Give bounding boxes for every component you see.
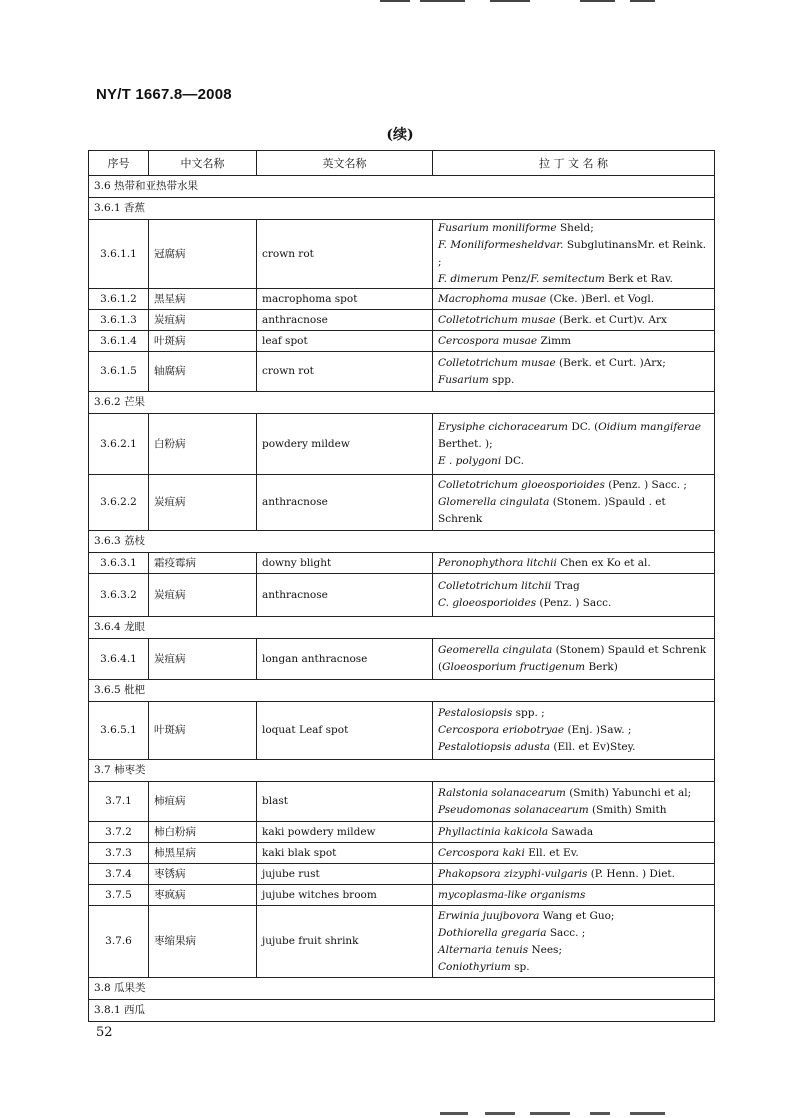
section-row [89,978,715,1000]
latin-name-line [438,312,709,329]
disease-table [88,150,715,1022]
species-name: Macrophoma musae [438,292,547,305]
species-name: Glomerella cingulata [438,496,550,508]
chinese-name: 轴腐病 [149,352,257,392]
latin-name-line [438,866,709,883]
authority-text: DC. [501,454,524,467]
english-name: macrophoma spot [257,289,433,310]
authority-text: (Berk. et Curt)v. Arx [555,313,667,326]
row-id: 3.7.3 [89,843,149,864]
column-header-id: 序号 [89,151,149,176]
species-name: Erysiphe cichoracearum [438,420,568,433]
latin-name [433,906,715,978]
authority-text: Ell. et Ev. [524,846,579,859]
authority-text: (Enj. )Saw. ; [564,724,632,736]
latin-name [433,639,715,680]
section-row [89,198,715,220]
species-name: Oidium mangiferae [598,420,701,433]
species-name: Fusarium [438,373,489,386]
latin-name-line [438,802,709,819]
column-header-chinese-name: 中文名称 [149,151,257,176]
latin-name [433,702,715,760]
row-id: 3.6.1.5 [89,352,149,392]
authority-text: spp. ; [512,707,545,719]
latin-name-line [438,453,709,470]
table-body [89,176,715,1022]
authority-text: ( [438,661,443,673]
latin-name-line [438,333,709,350]
chinese-name: 黑星病 [149,289,257,310]
row-id: 3.6.1.2 [89,289,149,310]
latin-name-line [438,477,709,494]
authority-text: Sawada [548,825,594,838]
scan-artifact-top [380,0,680,4]
latin-name-line [438,595,709,612]
table-row [89,702,715,760]
row-id: 3.7.4 [89,864,149,885]
species-name: Gloeosporium fructigenum [442,661,586,673]
section-row [89,680,715,702]
chinese-name: 柿白粉病 [149,822,257,843]
latin-name-line [438,436,709,453]
species-name: Cercospora kaki [438,846,525,859]
section-row [89,760,715,782]
latin-name [433,885,715,906]
section-row [89,1000,715,1022]
latin-name [433,822,715,843]
authority-text: (Berk. et Curt. )Arx; [555,356,666,369]
latin-name [433,352,715,392]
english-name: jujube rust [257,864,433,885]
section-heading: 3.6.5 枇杷 [89,680,715,702]
authority-text: Penz/ [498,273,531,285]
latin-name-line [438,739,709,756]
table-row [89,414,715,475]
latin-name-line [438,372,709,389]
latin-name [433,475,715,531]
latin-name-line [438,887,709,904]
table-row [89,289,715,310]
authority-text: (Cke. )Berl. et Vogl. [546,292,655,305]
latin-name [433,331,715,352]
section-heading: 3.8.1 西瓜 [89,1000,715,1022]
latin-name-line [438,642,709,659]
latin-name-line [438,785,709,802]
species-name: Phyllactinia kakicola [438,825,549,838]
authority-text: Sacc. ; [546,926,586,939]
table-header-row [89,151,715,176]
species-name: F. semitectum [530,273,605,285]
table-row [89,310,715,331]
latin-name-line [438,722,709,739]
species-name: Pestalotiopsis adusta [438,741,551,753]
latin-name [433,574,715,617]
chinese-name: 冠腐病 [149,220,257,289]
authority-text: Chen ex Ko et al. [556,556,651,569]
species-name: Ralstonia solanacearum [438,786,566,799]
species-name: Erwinia juujbovora [438,909,540,922]
table-row [89,782,715,822]
table-row [89,352,715,392]
latin-name [433,220,715,289]
latin-name [433,289,715,310]
row-id: 3.6.4.1 [89,639,149,680]
table-row [89,885,715,906]
english-name: longan anthracnose [257,639,433,680]
table-row [89,843,715,864]
latin-name [433,864,715,885]
chinese-name: 白粉病 [149,414,257,475]
authority-text: Wang et Guo; [539,909,615,922]
english-name: anthracnose [257,475,433,531]
latin-name [433,310,715,331]
latin-name-line [438,959,709,976]
authority-text: Berthet. ); [438,437,493,450]
chinese-name: 枣缩果病 [149,906,257,978]
section-row [89,176,715,198]
authority-text: (Smith) Yabunchi et al; [565,786,692,799]
english-name: jujube witches broom [257,885,433,906]
table-row [89,331,715,352]
species-name: Colletotrichum gloeosporioides [438,479,605,491]
latin-name [433,553,715,574]
row-id: 3.6.3.1 [89,553,149,574]
english-name: anthracnose [257,310,433,331]
english-name: crown rot [257,352,433,392]
species-name: Cercospora musae [438,334,538,347]
table-row [89,220,715,289]
authority-text: (Stonem) Spauld et Schrenk [552,644,707,656]
authority-text: Trag [551,580,580,592]
row-id: 3.7.2 [89,822,149,843]
authority-text: Nees; [528,943,562,956]
section-heading: 3.7 柿枣类 [89,760,715,782]
section-heading: 3.6.3 荔枝 [89,531,715,553]
chinese-name: 炭疽病 [149,639,257,680]
species-name: Colletotrichum musae [438,356,556,369]
species-name: C. gloeosporioides [438,597,537,609]
chinese-name: 柿黑星病 [149,843,257,864]
table-row [89,475,715,531]
species-name: Colletotrichum litchii [438,580,552,592]
english-name: crown rot [257,220,433,289]
authority-text: (Penz. ) Sacc. [536,597,612,609]
row-id: 3.6.1.4 [89,331,149,352]
species-name: F. dimerum [438,273,499,285]
row-id: 3.6.5.1 [89,702,149,760]
section-heading: 3.6.4 龙眼 [89,617,715,639]
latin-name-line [438,494,709,528]
species-name: Cercospora eriobotryae [438,724,565,736]
english-name: blast [257,782,433,822]
table-row [89,639,715,680]
english-name: leaf spot [257,331,433,352]
latin-name-line [438,419,709,436]
latin-name [433,782,715,822]
english-name: downy blight [257,553,433,574]
authority-text: (Smith) Smith [588,803,667,816]
authority-text: Zimm [537,334,572,347]
species-name: Colletotrichum musae [438,313,556,326]
row-id: 3.6.2.1 [89,414,149,475]
chinese-name: 炭疽病 [149,310,257,331]
species-name: mycoplasma-like organisms [438,888,586,901]
chinese-name: 枣锈病 [149,864,257,885]
english-name: jujube fruit shrink [257,906,433,978]
row-id: 3.6.2.2 [89,475,149,531]
table-caption: (续) [386,127,414,143]
section-heading: 3.8 瓜果类 [89,978,715,1000]
column-header-english-name: 英文名称 [257,151,433,176]
chinese-name: 柿疽病 [149,782,257,822]
table-row [89,553,715,574]
chinese-name: 霜疫霉病 [149,553,257,574]
latin-name-line [438,705,709,722]
species-name: Pseudomonas solanacearum [438,803,589,816]
species-name: Phakopsora zizyphi-vulgaris [438,867,588,880]
authority-text: (Stonem. )Spauld . et Schrenk [438,496,666,525]
table-row [89,906,715,978]
latin-name-line [438,942,709,959]
authority-text: Berk et Rav. [604,273,674,285]
latin-name-line [438,824,709,841]
latin-name-line [438,237,709,271]
authority-text: (P. Henn. ) Diet. [587,867,675,880]
latin-name-line [438,908,709,925]
english-name: powdery mildew [257,414,433,475]
section-row [89,531,715,553]
latin-name [433,414,715,475]
latin-name-line [438,578,709,595]
page-number: 52 [96,1025,113,1040]
table-row [89,864,715,885]
latin-name-line [438,555,709,572]
authority-text: (Penz. ) Sacc. ; [604,479,687,491]
species-name: Pestalosiopsis [438,707,513,719]
latin-name-line [438,355,709,372]
english-name: kaki blak spot [257,843,433,864]
row-id: 3.6.3.2 [89,574,149,617]
species-name: F. Moniliformesheldvar. [438,239,564,251]
authority-text: (Ell. et Ev)Stey. [550,741,636,753]
section-heading: 3.6.2 芒果 [89,392,715,414]
chinese-name: 叶斑病 [149,702,257,760]
species-name: Dothiorella gregaria [438,926,547,939]
latin-name-line [438,925,709,942]
chinese-name: 枣疯病 [149,885,257,906]
chinese-name: 叶斑病 [149,331,257,352]
authority-text: spp. [488,373,515,386]
latin-name [433,843,715,864]
section-row [89,617,715,639]
row-id: 3.7.5 [89,885,149,906]
row-id: 3.6.1.1 [89,220,149,289]
authority-text: Sheld; [556,222,594,234]
scan-artifact-bottom [440,1112,740,1116]
row-id: 3.6.1.3 [89,310,149,331]
species-name: Coniothyrium [438,960,511,973]
section-row [89,392,715,414]
species-name: E . polygoni [438,454,502,467]
latin-name-line [438,220,709,237]
row-id: 3.7.1 [89,782,149,822]
authority-text: DC. ( [567,420,599,433]
section-heading: 3.6.1 香蕉 [89,198,715,220]
authority-text: SubglutinansMr. et Reink. ; [438,239,707,268]
latin-name-line [438,271,709,288]
species-name: Alternaria tenuis [438,943,529,956]
species-name: Geomerella cingulata [438,644,553,656]
table-row [89,822,715,843]
column-header-latin-name: 拉 丁 文 名 称 [433,151,715,176]
latin-name-line [438,659,709,676]
english-name: loquat Leaf spot [257,702,433,760]
section-heading: 3.6 热带和亚热带水果 [89,176,715,198]
document-code: NY/T 1667.8—2008 [96,86,232,103]
latin-name-line [438,845,709,862]
authority-text: Berk) [585,661,618,673]
chinese-name: 炭疽病 [149,475,257,531]
authority-text: sp. [510,960,530,973]
english-name: anthracnose [257,574,433,617]
species-name: Fusarium moniliforme [438,222,557,234]
species-name: Peronophythora litchii [438,556,557,569]
latin-name-line [438,291,709,308]
english-name: kaki powdery mildew [257,822,433,843]
row-id: 3.7.6 [89,906,149,978]
table-row [89,574,715,617]
chinese-name: 炭疽病 [149,574,257,617]
